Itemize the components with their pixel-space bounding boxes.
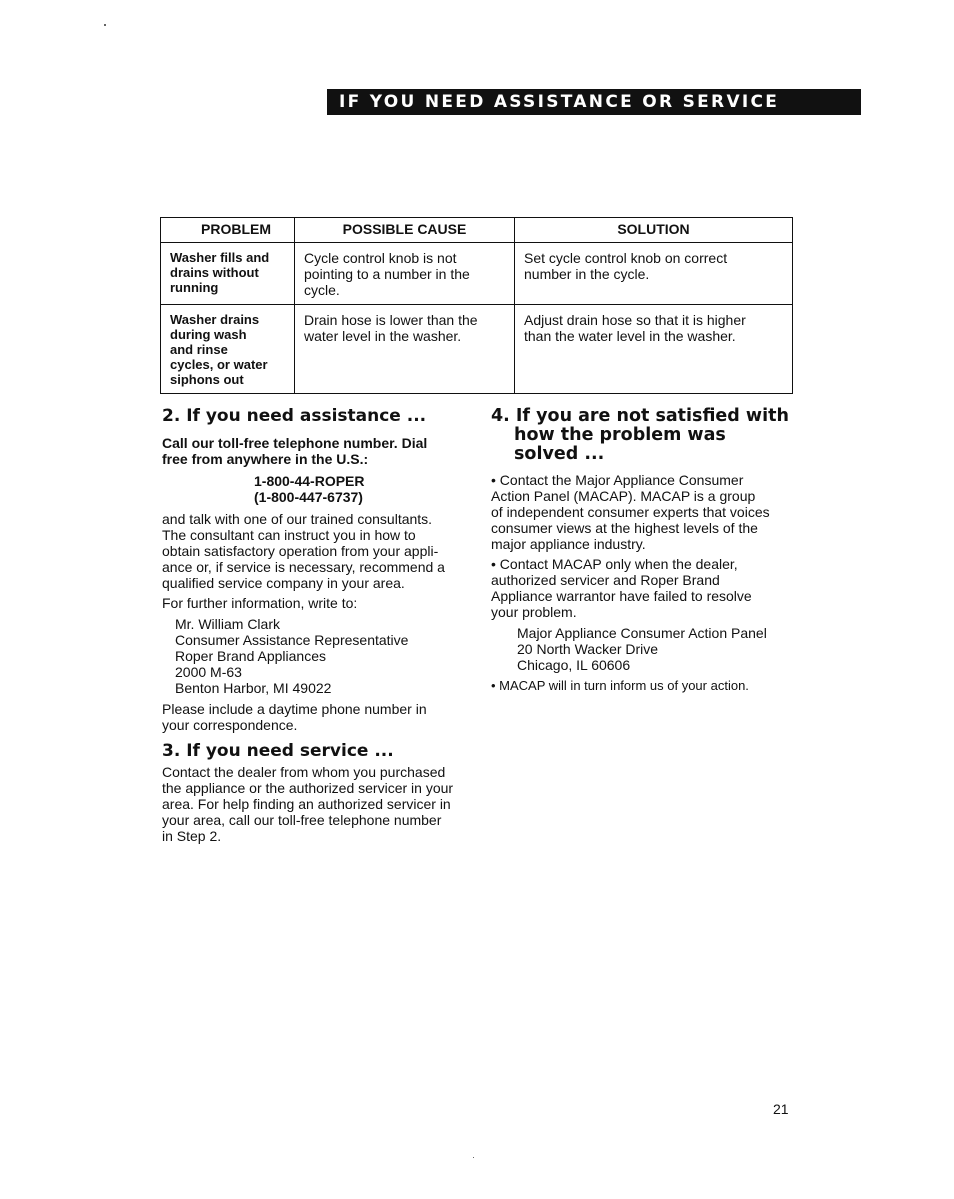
text-line: • Contact MACAP only when the dealer, xyxy=(491,556,738,572)
text-line: cycles, or water xyxy=(170,357,268,372)
table-row xyxy=(161,243,793,305)
troubleshooting-table xyxy=(160,217,793,394)
address-line: Major Appliance Consumer Action Panel xyxy=(517,625,767,641)
heading-service: 3. If you need service ... xyxy=(162,741,394,761)
text-line: cycle. xyxy=(304,282,340,298)
phone-line: 1-800-44-ROPER xyxy=(254,473,365,489)
table-row xyxy=(161,305,793,394)
text-line: siphons out xyxy=(170,372,244,387)
text-line: running xyxy=(170,280,219,295)
text-line: of independent consumer experts that voices xyxy=(491,504,770,520)
text-line: number in the cycle. xyxy=(524,266,650,282)
text-line: than the water level in the washer. xyxy=(524,328,736,344)
closing-note xyxy=(162,701,467,733)
text-line: Set cycle control knob on correct xyxy=(524,250,728,266)
assistance-body xyxy=(162,511,467,591)
left-column xyxy=(162,407,467,844)
phone-number xyxy=(162,473,467,505)
address-line: Roper Brand Appliances xyxy=(175,648,326,664)
text-line: authorized servicer and Roper Brand xyxy=(491,572,720,588)
cause-cell xyxy=(295,305,515,394)
text-line: consumer views at the highest levels of the xyxy=(491,520,758,536)
text-line: area. For help finding an authorized servicer in xyxy=(162,796,451,812)
heading-assistance: 2. If you need assistance ... xyxy=(162,406,427,426)
text-line: the appliance or the authorized servicer in your xyxy=(162,780,454,796)
text-line: Appliance warrantor have failed to resolve xyxy=(491,588,752,604)
text-line: Washer fills and xyxy=(170,250,270,265)
text-line: ance or, if service is necessary, recommend a xyxy=(162,559,445,575)
text-line: your correspondence. xyxy=(162,717,298,733)
address-line: Benton Harbor, MI 49022 xyxy=(175,680,332,696)
text-line: Cycle control knob is not xyxy=(304,250,457,266)
solution-cell xyxy=(515,243,793,305)
service-body xyxy=(162,764,467,844)
text-line: drains without xyxy=(170,265,259,280)
text-line: pointing to a number in the xyxy=(304,266,470,282)
text-line: and rinse xyxy=(170,342,228,357)
cause-cell xyxy=(295,243,515,305)
text-line: Washer drains xyxy=(170,312,260,327)
problem-cell xyxy=(161,243,295,305)
text-line: Contact the dealer from whom you purchased xyxy=(162,764,446,780)
problem-cell xyxy=(161,305,295,394)
text-line: your problem. xyxy=(491,604,577,620)
bullet-item xyxy=(491,556,796,620)
text-line: your area, call our toll-free telephone number xyxy=(162,812,442,828)
phone-line: (1-800-447-6737) xyxy=(254,489,363,505)
table-header-row xyxy=(161,218,793,243)
heading-not-satisfied: 4. If you are not satisfied with how the problem was solved ... xyxy=(491,406,789,464)
text-line: • Contact the Major Appliance Consumer xyxy=(491,472,744,488)
text-line: Call our toll-free telephone number. Dial xyxy=(162,435,428,451)
text-line: in Step 2. xyxy=(162,828,222,844)
text-line: Drain hose is lower than the xyxy=(304,312,478,328)
text-line: obtain satisfactory operation from your appli- xyxy=(162,543,439,559)
write-to-line: For further information, write to: xyxy=(162,595,358,611)
text-line: qualified service company in your area. xyxy=(162,575,405,591)
speck xyxy=(473,1157,474,1158)
bullet-item xyxy=(491,472,796,552)
section-banner: IF YOU NEED ASSISTANCE OR SERVICE xyxy=(327,89,861,115)
speck xyxy=(104,24,106,26)
text-line: water level in the washer. xyxy=(304,328,462,344)
text-line: Adjust drain hose so that it is higher xyxy=(524,312,746,328)
text-line: Action Panel (MACAP). MACAP is a group xyxy=(491,488,756,504)
macap-address xyxy=(491,625,796,673)
text-line: during wash xyxy=(170,327,247,342)
header-solution: SOLUTION xyxy=(515,218,793,243)
address-line: 2000 M-63 xyxy=(175,664,242,680)
address-line: 20 North Wacker Drive xyxy=(517,641,659,657)
text-line: Please include a daytime phone number in xyxy=(162,701,427,717)
text-line: free from anywhere in the U.S.: xyxy=(162,451,369,467)
header-problem: PROBLEM xyxy=(161,218,295,243)
bullet-item: • MACAP will in turn inform us of your action. xyxy=(491,678,749,693)
address-line: Chicago, IL 60606 xyxy=(517,657,631,673)
call-instructions xyxy=(162,435,467,467)
text-line: and talk with one of our trained consultants. xyxy=(162,511,433,527)
solution-cell xyxy=(515,305,793,394)
page-number: 21 xyxy=(773,1101,789,1117)
mailing-address xyxy=(162,616,467,696)
address-line: Consumer Assistance Representative xyxy=(175,632,409,648)
header-possible-cause: POSSIBLE CAUSE xyxy=(295,218,515,243)
right-column xyxy=(491,407,796,694)
text-line: The consultant can instruct you in how to xyxy=(162,527,416,543)
text-line: major appliance industry. xyxy=(491,536,646,552)
address-line: Mr. William Clark xyxy=(175,616,280,632)
